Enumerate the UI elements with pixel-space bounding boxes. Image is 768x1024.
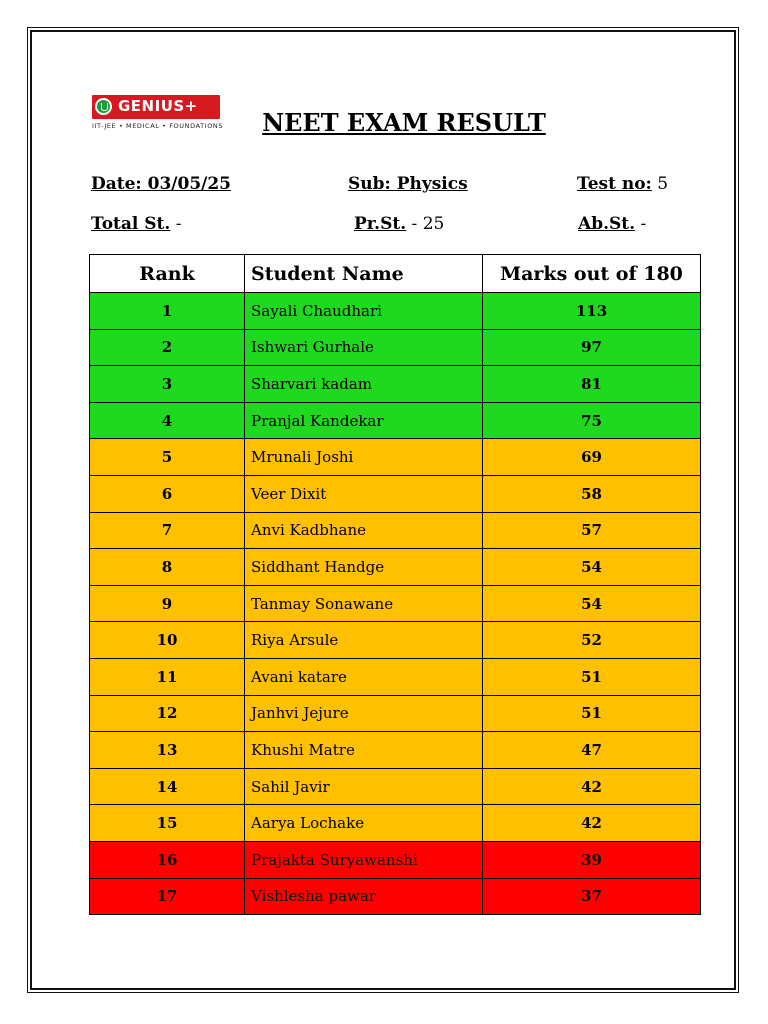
student-name-cell: Pranjal Kandekar	[245, 402, 483, 439]
student-name-cell: Aarya Lochake	[245, 805, 483, 842]
rank-cell: 4	[90, 402, 245, 439]
rank-cell: 6	[90, 475, 245, 512]
table-header-row	[90, 255, 701, 293]
table-row	[90, 695, 701, 732]
rank-cell: 15	[90, 805, 245, 842]
marks-cell: 51	[483, 695, 701, 732]
table-row	[90, 439, 701, 476]
test-label: Test no:	[577, 174, 652, 194]
rank-cell: 16	[90, 841, 245, 878]
present-value: - 25	[406, 214, 445, 234]
rank-cell: 13	[90, 732, 245, 769]
student-name-cell: Anvi Kadbhane	[245, 512, 483, 549]
rank-cell: 12	[90, 695, 245, 732]
marks-cell: 52	[483, 622, 701, 659]
test-number-field	[577, 174, 668, 194]
student-name-cell: Prajakta Suryawanshi	[245, 841, 483, 878]
rank-cell: 9	[90, 585, 245, 622]
rank-cell: 2	[90, 329, 245, 366]
total-value: -	[170, 214, 182, 234]
date-label: Date: 03/05/25	[91, 174, 232, 194]
table-row	[90, 585, 701, 622]
total-students-field	[91, 214, 182, 234]
marks-cell: 42	[483, 805, 701, 842]
marks-cell: 54	[483, 585, 701, 622]
table-row	[90, 805, 701, 842]
student-name-cell: Janhvi Jejure	[245, 695, 483, 732]
total-label: Total St.	[91, 214, 171, 234]
table-row	[90, 622, 701, 659]
marks-cell: 97	[483, 329, 701, 366]
student-name-cell: Sayali Chaudhari	[245, 293, 483, 330]
marks-cell: 42	[483, 768, 701, 805]
rank-header: Rank	[90, 255, 245, 293]
student-name-cell: Mrunali Joshi	[245, 439, 483, 476]
subject-field	[348, 174, 468, 194]
student-name-header: Student Name	[245, 255, 483, 293]
marks-cell: 51	[483, 658, 701, 695]
student-name-cell: Riya Arsule	[245, 622, 483, 659]
rank-cell: 5	[90, 439, 245, 476]
marks-header: Marks out of 180	[483, 255, 701, 293]
student-name-cell: Khushi Matre	[245, 732, 483, 769]
marks-cell: 54	[483, 549, 701, 586]
logo-tagline: IIT-JEE • MEDICAL • FOUNDATIONS	[92, 122, 224, 130]
marks-cell: 57	[483, 512, 701, 549]
student-name-cell: Tanmay Sonawane	[245, 585, 483, 622]
rank-cell: 11	[90, 658, 245, 695]
marks-cell: 47	[483, 732, 701, 769]
marks-cell: 39	[483, 841, 701, 878]
table-row	[90, 732, 701, 769]
marks-cell: 113	[483, 293, 701, 330]
absent-label: Ab.St.	[578, 214, 636, 234]
table-row	[90, 293, 701, 330]
table-row	[90, 658, 701, 695]
results-table	[89, 254, 701, 915]
marks-cell: 81	[483, 366, 701, 403]
marks-cell: 69	[483, 439, 701, 476]
date-field	[91, 174, 231, 194]
table-row	[90, 878, 701, 915]
marks-cell: 37	[483, 878, 701, 915]
marks-cell: 58	[483, 475, 701, 512]
rank-cell: 8	[90, 549, 245, 586]
rank-cell: 1	[90, 293, 245, 330]
table-row	[90, 549, 701, 586]
table-row	[90, 402, 701, 439]
absent-value: -	[635, 214, 647, 234]
student-name-cell: Veer Dixit	[245, 475, 483, 512]
rank-cell: 3	[90, 366, 245, 403]
rank-cell: 7	[90, 512, 245, 549]
student-name-cell: Ishwari Gurhale	[245, 329, 483, 366]
table-row	[90, 329, 701, 366]
present-students-field	[354, 214, 444, 234]
absent-students-field	[578, 214, 646, 234]
table-row	[90, 841, 701, 878]
subject-label: Sub: Physics	[348, 174, 468, 194]
test-value: 5	[651, 174, 669, 194]
table-row	[90, 768, 701, 805]
rank-cell: 14	[90, 768, 245, 805]
present-label: Pr.St.	[354, 214, 407, 234]
rank-cell: 17	[90, 878, 245, 915]
table-row	[90, 366, 701, 403]
student-name-cell: Vishlesha pawar	[245, 878, 483, 915]
table-row	[90, 475, 701, 512]
student-name-cell: Sharvari kadam	[245, 366, 483, 403]
logo-brand: GENIUS+	[118, 97, 198, 115]
rank-cell: 10	[90, 622, 245, 659]
table-row	[90, 512, 701, 549]
student-name-cell: Avani katare	[245, 658, 483, 695]
student-name-cell: Siddhant Handge	[245, 549, 483, 586]
page-title: NEET EXAM RESULT	[262, 108, 546, 137]
student-name-cell: Sahil Javir	[245, 768, 483, 805]
marks-cell: 75	[483, 402, 701, 439]
